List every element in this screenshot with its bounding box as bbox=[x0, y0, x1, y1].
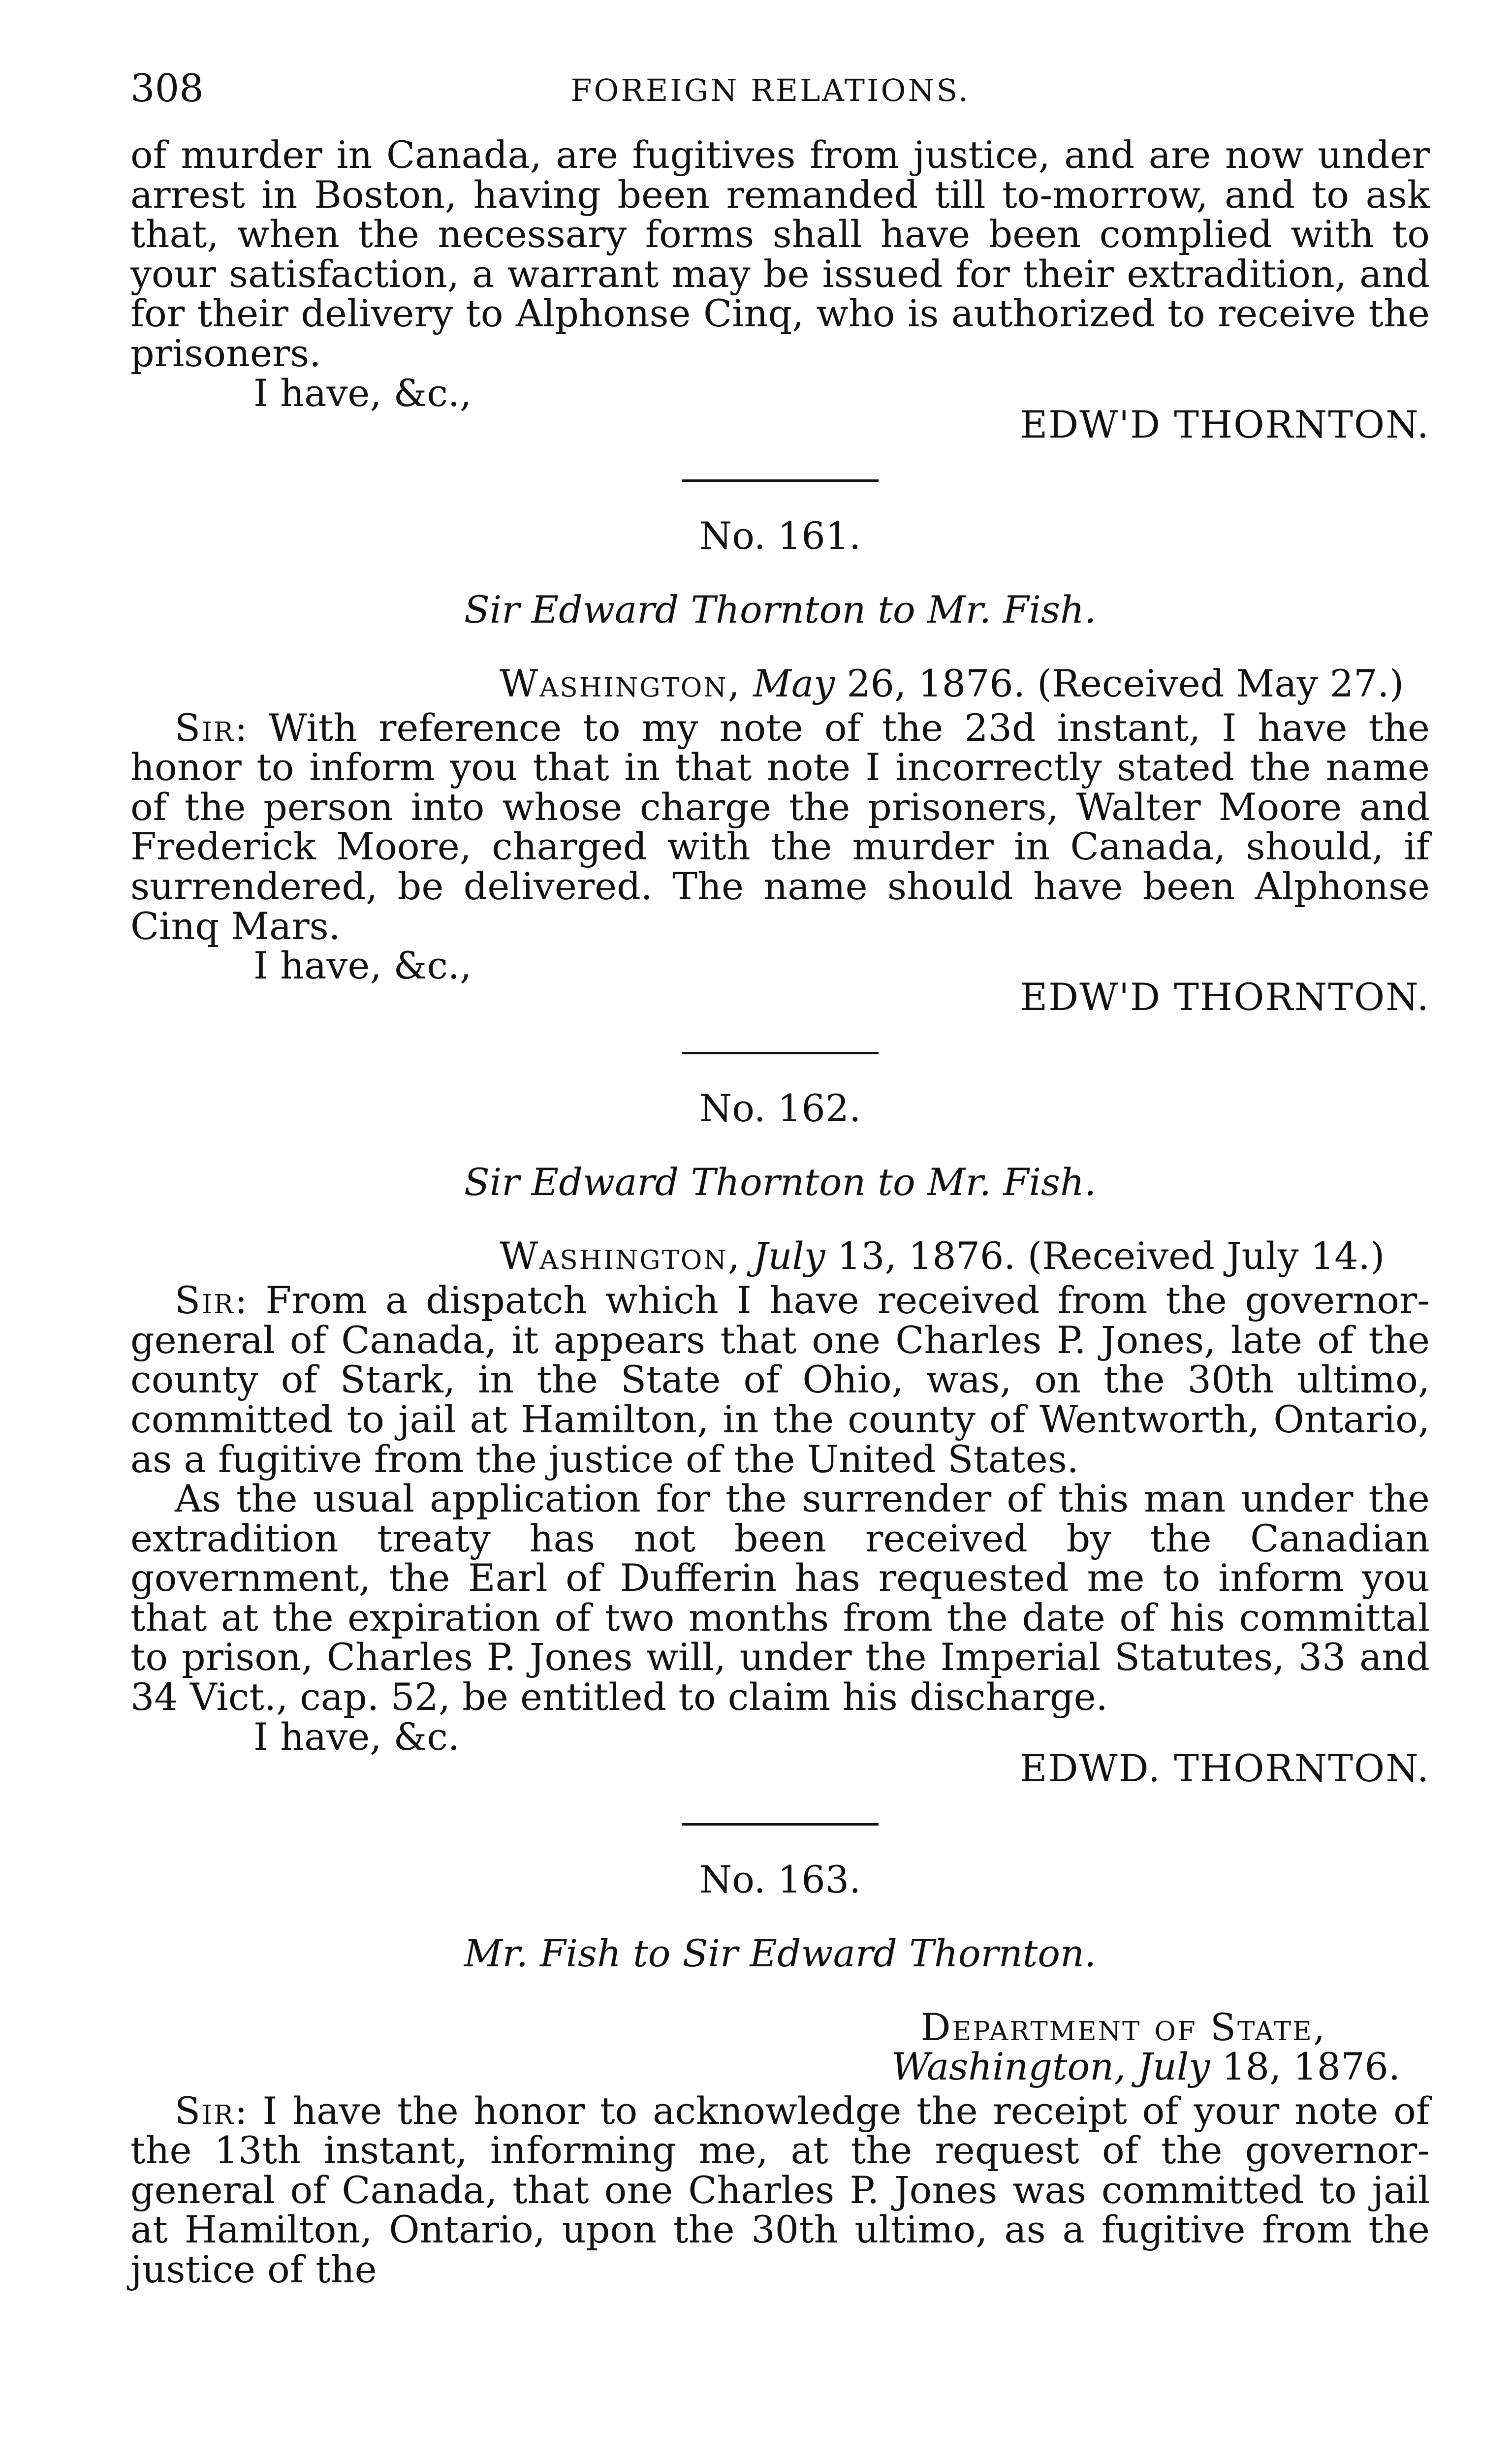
intro-paragraph: of murder in Canada, are fugitives from justice, and are now under arrest in Boston, having been remanded till to-morrow, and to ask that, when the necessary forms shall have been complied with to your satisfaction, a warrant may be issued for their extradition, and for their delivery to Alphonse Cinq, who is authorized to receive the prisoners. bbox=[130, 133, 1430, 375]
running-head: FOREIGN RELATIONS. bbox=[570, 72, 970, 108]
doc163-correspondents: Mr. Fish to Sir Edward Thornton. bbox=[464, 1931, 1097, 1975]
intro-greeting: I have, &c., bbox=[253, 371, 472, 415]
doc162-correspondents: Sir Edward Thornton to Mr. Fish. bbox=[464, 1160, 1097, 1204]
intro-closing bbox=[130, 371, 1430, 452]
doc163-date-rest: 18, 1876. bbox=[1222, 2045, 1400, 2089]
doc162-number: No. 162. bbox=[699, 1086, 861, 1131]
doc162-date-rest: 13, 1876. (Received July 14.) bbox=[837, 1234, 1385, 1278]
doc161-date-rest: 26, 1876. (Received May 27.) bbox=[847, 661, 1404, 705]
doc161-correspondents: Sir Edward Thornton to Mr. Fish. bbox=[464, 587, 1097, 631]
doc162-date-month: July bbox=[753, 1234, 825, 1278]
doc161-number: No. 161. bbox=[699, 513, 861, 558]
doc161-dateline bbox=[130, 661, 1430, 708]
doc161-body-text: : With reference to my note of the 23d instant, I have the honor to inform you that in that note I incorrectly stated the name of the person into whose charge the prisoners, Walter Moore and Frederick Moore, charged with the murder in Canada, should, if surrendered, be delivered. The name should have been Alphonse Cinq Mars. bbox=[130, 705, 1430, 948]
doc163-salutation: Sir bbox=[175, 2088, 235, 2133]
doc162-signature: EDWD. THORNTON. bbox=[1020, 1746, 1430, 1790]
doc162-greeting: I have, &c. bbox=[253, 1714, 460, 1759]
doc162-dateline bbox=[130, 1236, 1430, 1281]
section-divider bbox=[130, 1025, 1430, 1089]
doc163-place-date bbox=[130, 2047, 1400, 2087]
doc161-body bbox=[130, 705, 1430, 948]
page-body bbox=[130, 135, 1430, 2290]
doc162-para1-text: : From a dispatch which I have received from the governor-general of Canada, it appears that one Charles P. Jones, late of the county of Stark, in the State of Ohio, was, on the 30th ultimo, committed to jail at Hamilton, in the county of Wentworth, Ontario, as a fugitive from the justice of the United States. bbox=[130, 1278, 1430, 1481]
doc163-department: Department of State, bbox=[920, 2005, 1326, 2049]
doc161-greeting: I have, &c., bbox=[253, 944, 472, 988]
doc162-paragraph-2: As the usual application for the surrender of this man under the extradition treaty has not been received by the Canadian government, the Earl of Dufferin has requested me to inform you that at the expiration of two months from the date of his committal to prison, Charles P. Jones will, under the Imperial Statutes, 33 and 34 Vict., cap. 52, be entitled to claim his discharge. bbox=[130, 1477, 1430, 1719]
doc163-body bbox=[130, 2088, 1430, 2292]
doc163-number: No. 163. bbox=[699, 1857, 861, 1901]
section-divider bbox=[130, 1796, 1430, 1860]
doc161-signature: EDW'D THORNTON. bbox=[1020, 975, 1430, 1019]
doc162-salutation: Sir bbox=[175, 1278, 235, 1323]
doc163-place: Washington, July bbox=[891, 2045, 1210, 2089]
doc163-body-text: : I have the honor to acknowledge the receipt of your note of the 13th instant, informing me, at the request of the governor-general of Canada, that one Charles P. Jones was committed to jail at Hamilton, Ontario, upon the 30th ultimo, as a fugitive from the justice of the bbox=[130, 2088, 1430, 2292]
doc161-place: Washington, bbox=[500, 661, 741, 705]
doc163-dateline bbox=[130, 2005, 1430, 2091]
doc162-closing bbox=[130, 1714, 1430, 1796]
doc161-date-month: May bbox=[753, 661, 835, 705]
doc162-place: Washington, bbox=[500, 1234, 741, 1278]
doc161-closing bbox=[130, 946, 1430, 1025]
intro-signature: EDW'D THORNTON. bbox=[1020, 402, 1430, 446]
page-header bbox=[130, 66, 1410, 126]
doc161-salutation: Sir bbox=[175, 705, 235, 750]
page-number: 308 bbox=[130, 66, 204, 111]
section-divider bbox=[130, 452, 1430, 516]
doc162-paragraph-1 bbox=[130, 1278, 1430, 1481]
